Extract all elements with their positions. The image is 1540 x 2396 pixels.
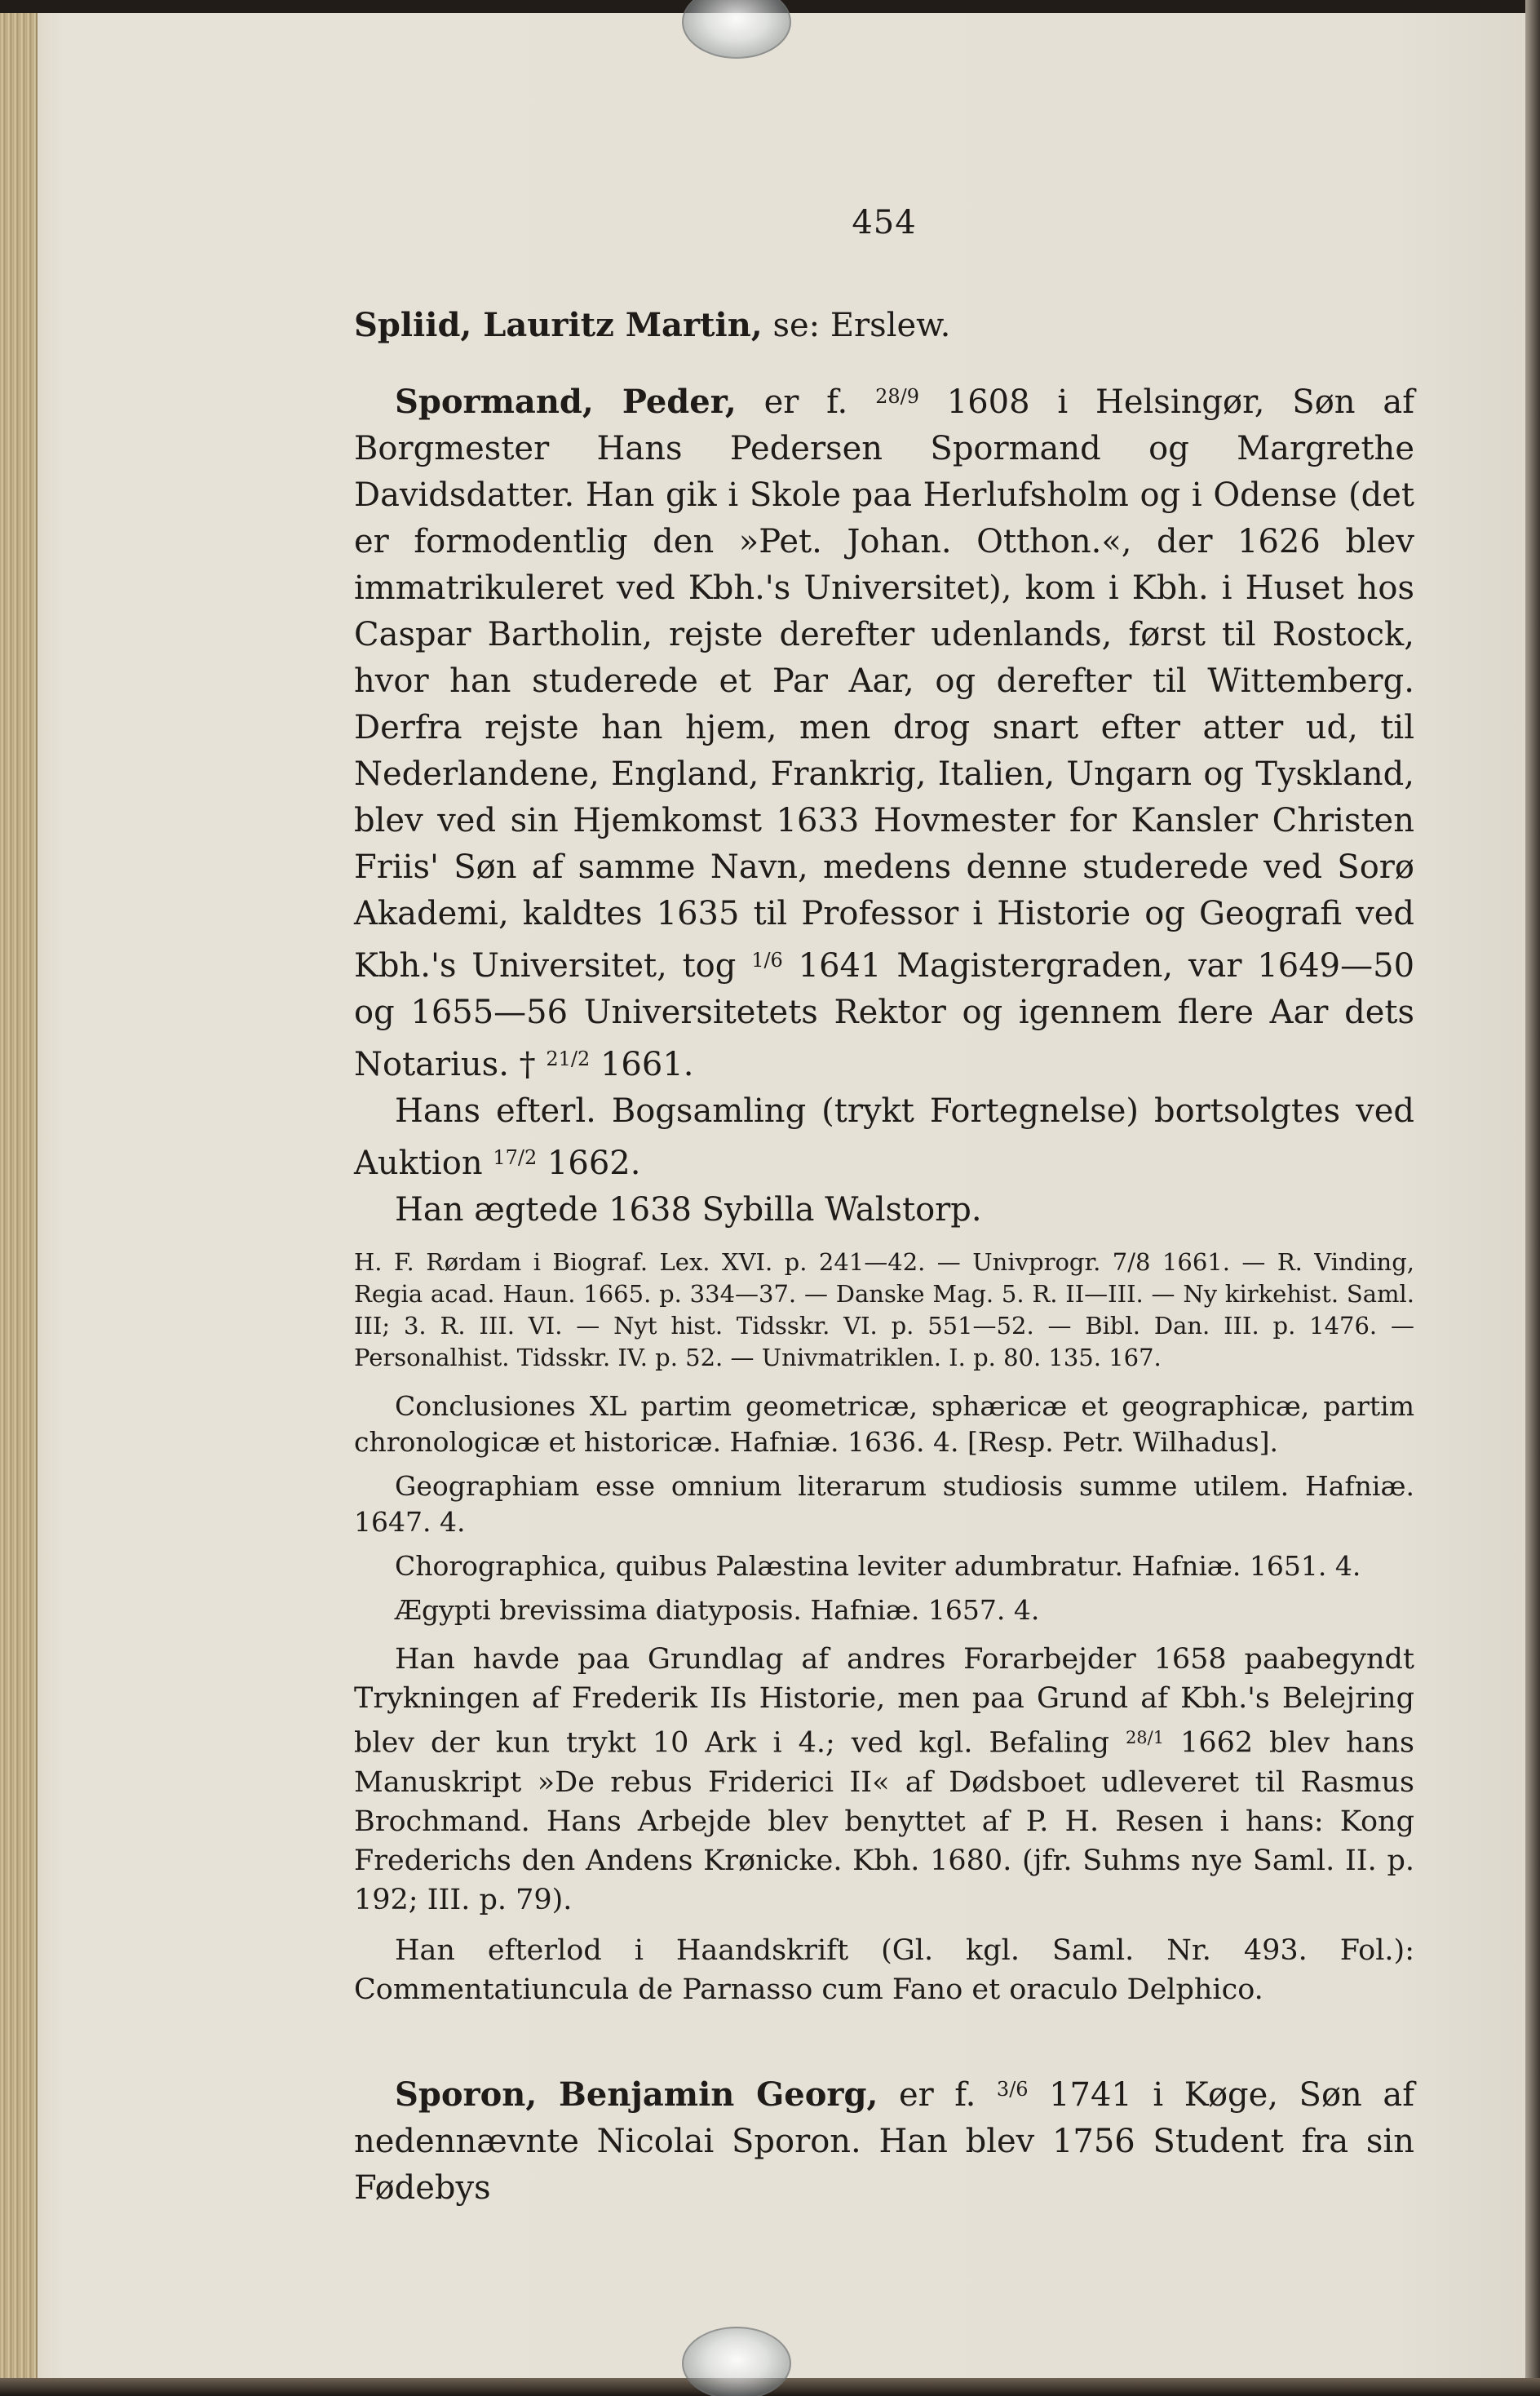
entry-sporon: Sporon, Benjamin Georg, er f. $^{3/6}$ 1741 i Køge, Søn af nedennævnte Nicolai Sporon. Han blev 1756 Student fra sin Fødebys: [354, 2075, 1414, 2207]
library-paragraph: Hans efterl. Bogsamling (trykt Fortegnelse) bortsolgtes ved Auktion $^{17/2}$ 1662.: [354, 1092, 1414, 1182]
page-number: 454: [852, 204, 917, 241]
bottom-page-weight: [682, 2327, 791, 2396]
entry-name: Spliid, Lauritz Martin,: [354, 306, 763, 344]
work-item: Geographiam esse omnium literarum studiosis summe utilem. Hafniæ. 1647. 4.: [354, 1470, 1414, 1538]
entry-name: Spormand, Peder,: [395, 383, 737, 421]
manuscript-note: Han efterlod i Haandskrift (Gl. kgl. Saml. Nr. 493. Fol.): Commentatiuncula de Parnasso cum Fano et oraculo Delphico.: [354, 1933, 1414, 2006]
marriage-paragraph: Han ægtede 1638 Sybilla Walstorp.: [395, 1191, 982, 1229]
work-item: Ægypti brevissima diatyposis. Hafniæ. 1657. 4.: [395, 1594, 1040, 1626]
references: H. F. Rørdam i Biograf. Lex. XVI. p. 241—42. — Univprogr. 7/8 1661. — R. Vinding, Regia acad. Haun. 1665. p. 334—37. — Danske Mag. 5. R. II—III. — Ny kirkehist. Saml. III; 3. R. III. VI. — Nyt hist. Tidsskr. VI. p. 551—52. — Bibl. Dan. III. p. 1476. — Personalhist. Tidsskr. IV. p. 52. — Univmatriklen. I. p. 80. 135. 167.: [354, 1248, 1414, 1371]
entry-spormand: Spormand, Peder, er f. $^{28/9}$ 1608 i Helsingør, Søn af Borgmester Hans Pedersen Spormand og Margrethe Davidsdatter. Han gik i Skole paa Herlufsholm og i Odense (det er formodentlig den »Pet. Johan. Otthon.«, der 1626 blev immatrikuleret ved Kbh.'s Universitet), kom i Kbh. i Huset hos Caspar Bartholin, rejste derefter udenlands, først til Rostock, hvor han studerede et Par Aar, og derefter til Wittemberg. Derfra rejste han hjem, men drog snart efter atter ud, til Nederlandene, England, Frankrig, Italien, Ungarn og Tyskland, blev ved sin Hjemkomst 1633 Hovmester for Kansler Christen Friis' Søn af samme Navn, medens denne studerede ved Sorø Akademi, kaldtes 1635 til Professor i Historie og Geografi ved Kbh.'s Universitet, tog $^{1/6}$ 1641 Magistergraden, var 1649—50 og 1655—56 Universitetets Rektor og igennem flere Aar dets Notarius. † $^{21/2}$ 1661.: [354, 383, 1415, 1083]
page-edges: [0, 13, 38, 2383]
entry-name: Sporon, Benjamin Georg,: [395, 2075, 878, 2114]
page-text: [354, 204, 1414, 2212]
work-item: Conclusiones XL partim geometricæ, sphæricæ et geographicæ, partim chronologicæ et historicæ. Hafniæ. 1636. 4. [Resp. Petr. Wilhadus].: [354, 1390, 1414, 1458]
history-note: Han havde paa Grundlag af andres Forarbejder 1658 paabegyndt Trykningen af Frederik IIs Historie, men paa Grund af Kbh.'s Belejring blev der kun trykt 10 Ark i 4.; ved kgl. Befaling $^{28/1}$ 1662 blev hans Manuskript »De rebus Friderici II« af Dødsboet udleveret til Rasmus Brochmand. Hans Arbejde blev benyttet af P. H. Resen i hans: Kong Frederichs den Andens Krønicke. Kbh. 1680. (jfr. Suhms nye Saml. II. p. 192; III. p. 79).: [354, 1643, 1414, 1916]
right-shadow: [1525, 0, 1540, 2396]
entry-spliid: Spliid, Lauritz Martin, se: Erslew.: [354, 306, 951, 344]
work-item: Chorographica, quibus Palæstina leviter adumbratur. Hafniæ. 1651. 4.: [395, 1550, 1361, 1582]
